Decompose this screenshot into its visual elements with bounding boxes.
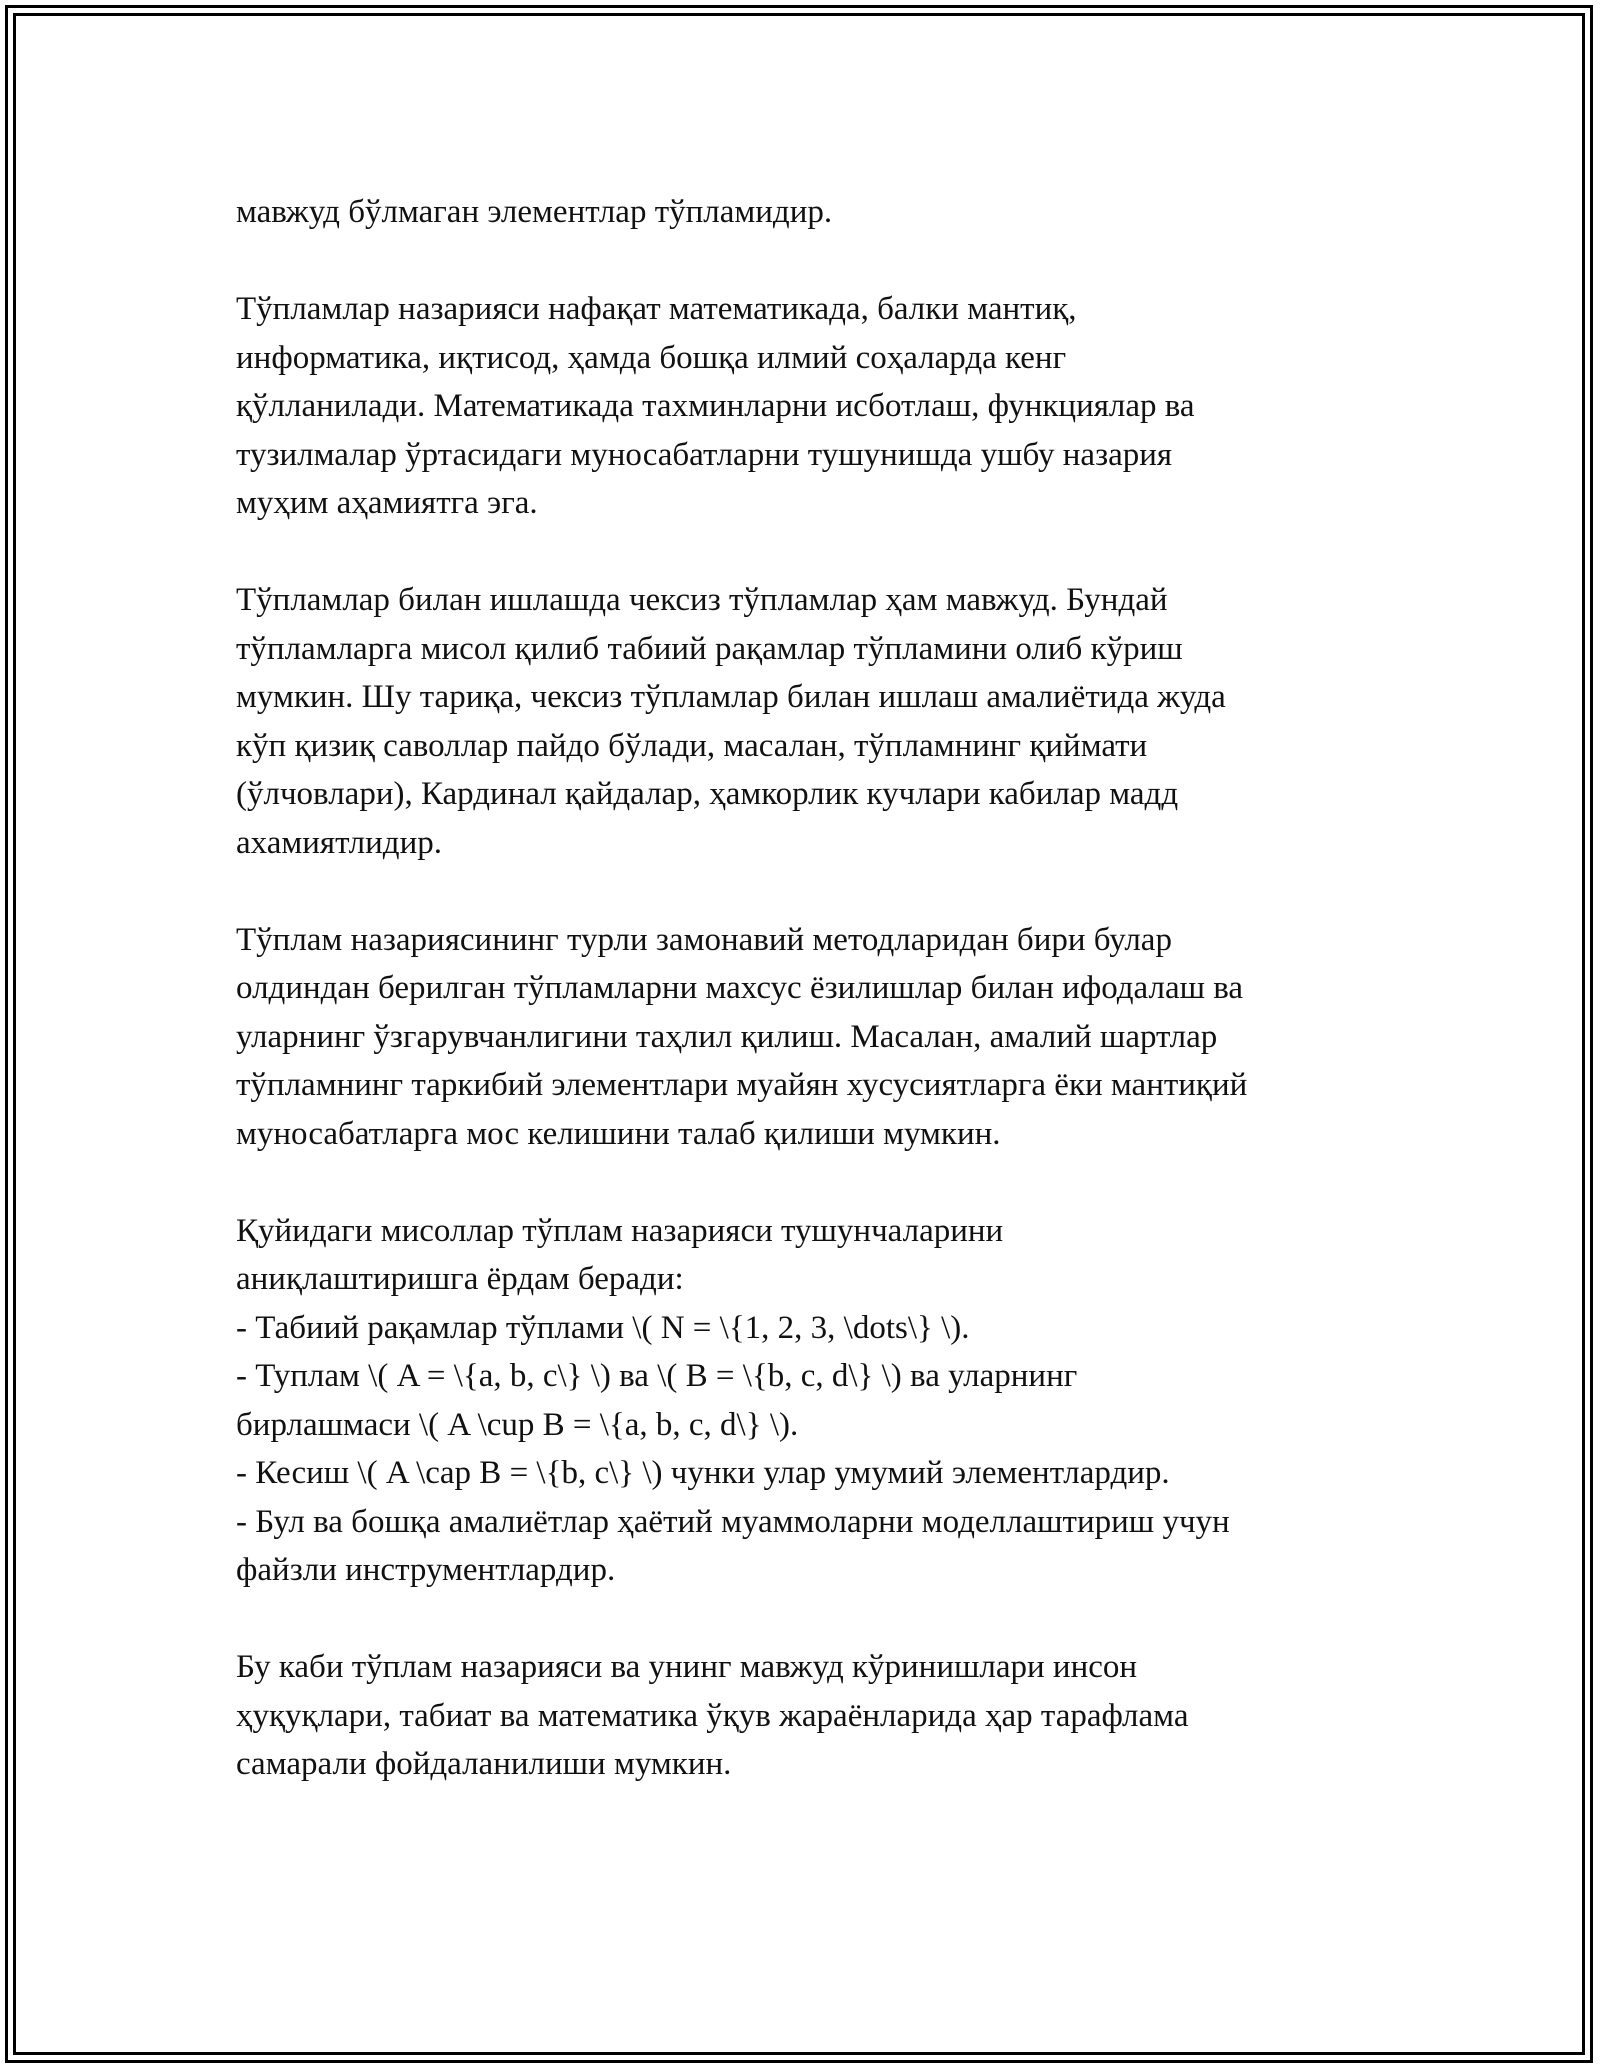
paragraph — [236, 576, 1386, 867]
paragraph — [236, 188, 1386, 237]
text-line: ҳуқуқлари, табиат ва математика ўқув жараёнларида ҳар тарафлама — [236, 1697, 1189, 1734]
document-body — [236, 188, 1386, 1837]
text-line: самарали фойдаланилиши мумкин. — [236, 1746, 732, 1782]
list-item: - Кесиш \( A \cap B = \{b, c\} \) чунки улар умумий элементлардир. — [236, 1455, 1170, 1491]
text-line: кўп қизиқ саволлар пайдо бўлади, масалан, тўпламнинг қиймати — [236, 727, 1148, 764]
paragraph — [236, 916, 1386, 1159]
paragraph — [236, 1643, 1386, 1789]
list-item: - Бул ва бошқа амалиётлар ҳаётий муаммоларни моделлаштириш учун — [236, 1503, 1230, 1540]
text-line: мавжуд бўлмаган элементлар тўпламидир. — [236, 194, 833, 230]
list-item: - Табиий рақамлар тўплами \( N = \{1, 2, 3, \dots\} \). — [236, 1309, 970, 1346]
text-line: информатика, иқтисод, ҳамда бошқа илмий соҳаларда кенг — [236, 339, 1067, 376]
text-line: аниқлаштиришга ёрдам беради: — [236, 1261, 684, 1297]
text-line: ахамиятлидир. — [236, 824, 443, 861]
text-line: олдиндан берилган тўпламларни махсус ёзилишлар билан ифодалаш ва — [236, 970, 1244, 1006]
text-line: файзли инструментлардир. — [236, 1552, 616, 1588]
paragraph — [236, 1207, 1386, 1595]
text-line: Қуйидаги мисоллар тўплам назарияси тушунчаларини — [236, 1212, 1004, 1249]
text-line: Тўпламлар назарияси нафақат математикада, балки мантиқ, — [236, 291, 1077, 327]
paragraph — [236, 285, 1386, 528]
text-line: тўпламнинг таркибий элементлари муайян хусусиятларга ёки мантиқий — [236, 1067, 1248, 1103]
text-line: Тўплам назариясининг турли замонавий методларидан бири булар — [236, 921, 1172, 958]
text-line: Бу каби тўплам назарияси ва унинг мавжуд кўринишлари инсон — [236, 1649, 1138, 1685]
text-line: мумкин. Шу тариқа, чексиз тўпламлар билан ишлаш амалиётида жуда — [236, 679, 1226, 715]
text-line: муҳим аҳамиятга эга. — [236, 485, 538, 521]
text-line: қўлланилади. Математикада тахминларни исботлаш, функциялар ва — [236, 388, 1195, 424]
list-item: - Туплам \( A = \{a, b, c\} \) ва \( B = \{b, c, d\} \) ва уларнинг — [236, 1358, 1078, 1394]
text-line: тўпламларга мисол қилиб табиий рақамлар тўпламини олиб кўриш — [236, 630, 1183, 667]
text-line: уларнинг ўзгарувчанлигини таҳлил қилиш. Масалан, амалий шартлар — [236, 1018, 1218, 1055]
text-line: тузилмалар ўртасидаги муносабатларни тушунишда ушбу назария — [236, 436, 1173, 473]
text-line: (ўлчовлари), Кардинал қайдалар, ҳамкорлик кучлари кабилар мадд — [236, 776, 1179, 812]
text-line: Тўпламлар билан ишлашда чексиз тўпламлар ҳам мавжуд. Бундай — [236, 582, 1168, 618]
text-line: муносабатларга мос келишини талаб қилиши мумкин. — [236, 1115, 1001, 1152]
text-line: бирлашмаси \( A \cup B = \{a, b, c, d\} \). — [236, 1406, 799, 1443]
